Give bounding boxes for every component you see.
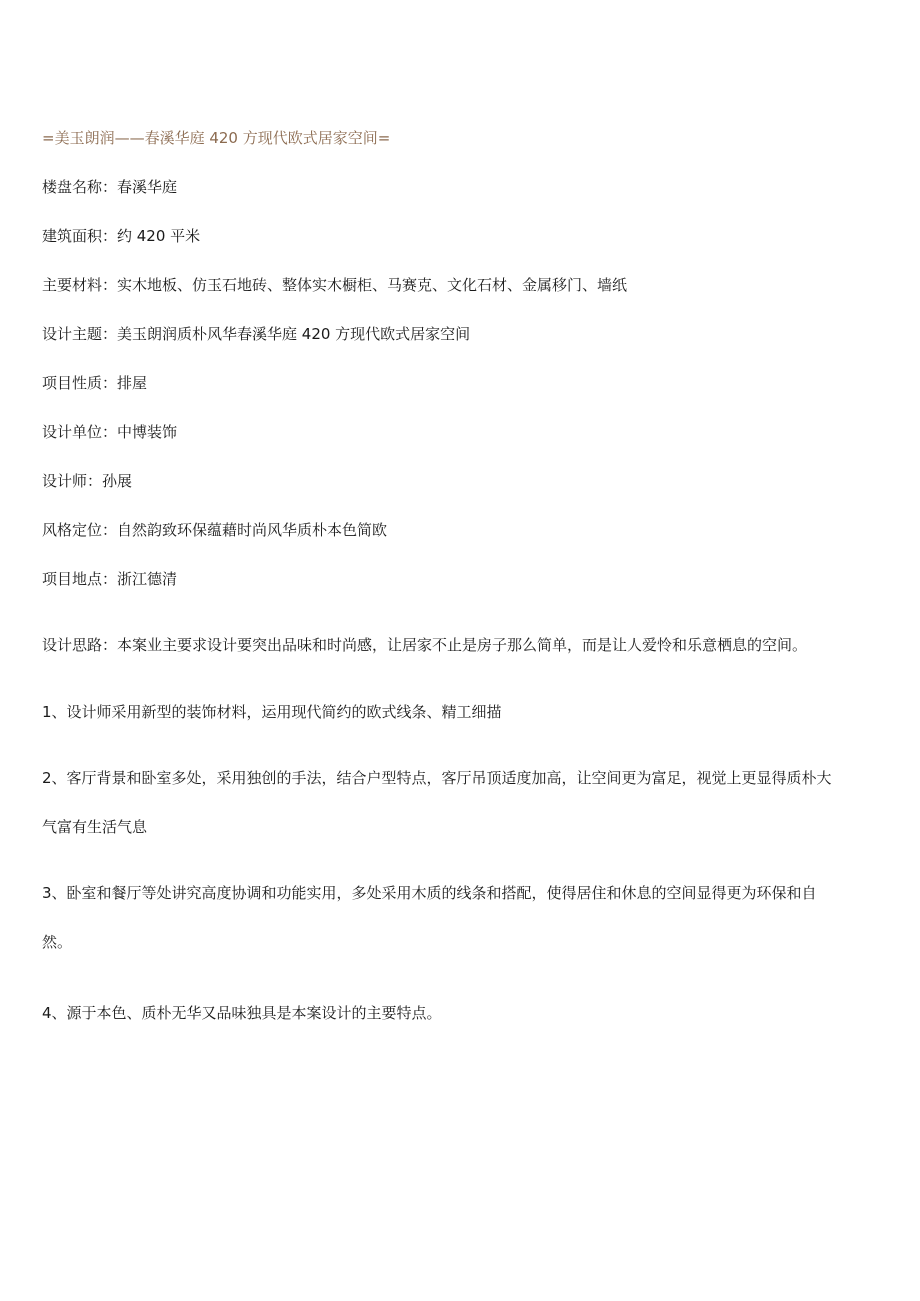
field-design-theme: 设计主题：美玉朗润质朴风华春溪华庭 420 方现代欧式居家空间 xyxy=(42,325,471,343)
field-building-area: 建筑面积：约 420 平米 xyxy=(42,227,201,245)
design-point-1: 1、设计师采用新型的装饰材料，运用现代简约的欧式线条、精工细描 xyxy=(42,703,502,721)
field-project-name: 楼盘名称：春溪华庭 xyxy=(42,178,178,196)
design-point-3-line-1: 3、卧室和餐厅等处讲究高度协调和功能实用，多处采用木质的线条和搭配，使得居住和休息的空间显得更为环保和自 xyxy=(42,884,817,902)
design-point-3-line-2: 然。 xyxy=(42,933,73,951)
design-point-4: 4、源于本色、质朴无华又品味独具是本案设计的主要特点。 xyxy=(42,1004,442,1022)
design-point-2-line-2: 气富有生活气息 xyxy=(42,818,148,836)
design-idea-paragraph: 设计思路：本案业主要求设计要突出品味和时尚感，让居家不止是房子那么简单，而是让人爱怜和乐意栖息的空间。 xyxy=(42,636,808,654)
field-location: 项目地点：浙江德清 xyxy=(42,570,178,588)
field-project-type: 项目性质：排屋 xyxy=(42,374,148,392)
document-title: =美玉朗润——春溪华庭 420 方现代欧式居家空间= xyxy=(42,129,391,147)
design-point-2-line-1: 2、客厅背景和卧室多处，采用独创的手法，结合户型特点，客厅吊顶适度加高，让空间更为富足，视觉上更显得质朴大 xyxy=(42,769,832,787)
field-main-materials: 主要材料：实木地板、仿玉石地砖、整体实木橱柜、马赛克、文化石材、金属移门、墙纸 xyxy=(42,276,628,294)
field-style: 风格定位：自然韵致环保蕴藉时尚风华质朴本色简欧 xyxy=(42,521,388,539)
field-design-company: 设计单位：中博装饰 xyxy=(42,423,178,441)
field-designer: 设计师：孙展 xyxy=(42,472,133,490)
